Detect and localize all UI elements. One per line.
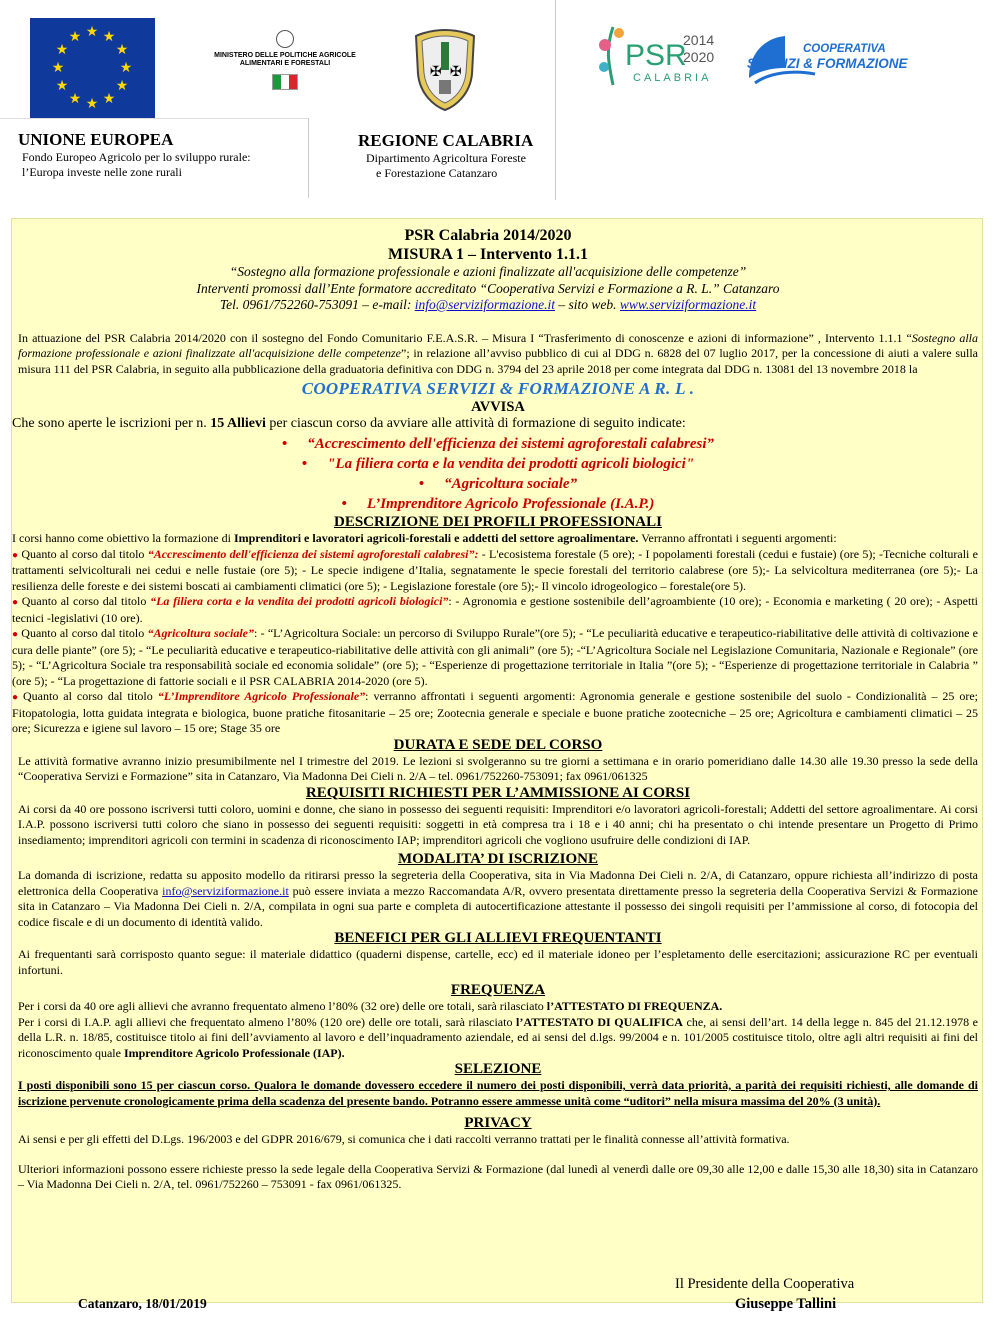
intro-italic: Sostegno alla formazione professionale e azioni finalizzate all'acquisizione delle competenze [18, 330, 978, 360]
notice-content [12, 226, 979, 1193]
profiles-intro-text: I corsi hanno come obiettivo la formazione di [12, 531, 234, 545]
coop-logo-line1: COOPERATIVA [803, 43, 886, 55]
intro-text-end: ”; in relazione all’avviso pubblico di cui al DDG n. 6828 del 07 luglio 2017, per la concessione di aiuti a valere sulla misura 111 del PSR Calabria, in seguito alla pubblicazione della graduatoria definitiva con DDG n. 3794 del 23 aprile 2018 per come integrata dal DDG n. 13081 del 13 novembre 2018 la [18, 346, 979, 376]
attendance-text: Per i corsi da 40 ore agli allievi che avranno frequentato almeno l’80% (32 ore) delle ore totali, sarà rilasciato [18, 999, 547, 1013]
president-name: Giuseppe Tallini [735, 1296, 837, 1312]
republic-emblem-icon [276, 30, 294, 48]
svg-text:★: ★ [85, 24, 99, 40]
eu-title: UNIONE EUROPEA [18, 130, 174, 149]
svg-text:★: ★ [55, 78, 69, 94]
ministry-logo [205, 30, 365, 90]
cooperative-name: COOPERATIVA SERVIZI & FORMAZIONE A R. L . [301, 379, 695, 398]
program-title: PSR Calabria 2014/2020 [404, 227, 572, 244]
enrollment-lead [12, 415, 978, 432]
benefits-heading: BENEFICI PER GLI ALLIEVI FREQUENTANTI [334, 930, 662, 946]
enrollment-email-link[interactable]: info@serviziformazione.it [162, 883, 289, 898]
requirements-heading: REQUISITI RICHIESTI PER L’AMMISSIONE AI CORSI [305, 784, 691, 801]
course-item [18, 454, 978, 474]
promoter-line: Interventi promossi dall’Ente formatore accreditato “Cooperativa Servizi e Formazione a R. L.” Catanzaro [196, 280, 780, 296]
ministry-name-line2: ALIMENTARI E FORESTALI [239, 60, 331, 67]
bullet-icon: • [281, 436, 288, 452]
privacy-text: Ai sensi e per gli effetti del D.Lgs. 196/2003 e del GDPR 2016/679, si comunica che i dati raccolti verranno trattati per le finalità connesse all’attività formativa. [18, 1132, 790, 1146]
intro-text: In attuazione del PSR Calabria 2014/2020 con il sostegno del Fondo Comunitario F.E.A.S.R. – Misura I “Trasferimento di conoscenze e azioni di informazione” , Intervento 1.1.1 “ [18, 330, 912, 345]
bullet-icon: ● [12, 629, 19, 640]
divider [308, 118, 309, 198]
lead-text: Che sono aperte le iscrizioni per n. [12, 416, 211, 431]
qualification-detail: che, ai sensi dell’art. 14 della legge n. 845 del 21.12.1978 e della L.R. n. 18/85, costituisce titolo ai fini dell’avviamento al lavoro e dell’inquadramento aziendale, ed ai sensi del d.lgs. 99/2004 e n. 101/2005 costituisce titolo, oltre agli altri requisiti ai fini del riconoscimento quale [18, 1014, 978, 1060]
president-title: Il Presidente della Cooperativa [675, 1276, 855, 1292]
course-title: “Agricoltura sociale” [444, 476, 578, 492]
course-list [18, 434, 978, 514]
svg-text:★: ★ [51, 60, 65, 76]
measure-subtitle: “Sostegno alla formazione professionale e azioni finalizzate all'acquisizione delle competenze” [229, 264, 747, 279]
profile-course-title: “L’Imprenditore Agricolo Professionale” [157, 689, 366, 703]
attendance-heading: FREQUENZA [450, 982, 546, 998]
profile-item [12, 594, 978, 626]
cooperativa-logo [745, 28, 945, 93]
svg-text:★: ★ [55, 42, 69, 58]
region-line1: Dipartimento Agricoltura Foreste [366, 151, 526, 165]
region-line2: e Forestazione Catanzaro [376, 166, 498, 180]
course-item [18, 474, 978, 494]
attendance-text-1 [18, 999, 978, 1015]
profile-course-title: “La filiera corta e la vendita dei prodotti agricoli biologici” [150, 594, 449, 608]
bullet-icon: • [418, 476, 425, 492]
bullet-icon: ● [12, 597, 19, 608]
profiles-heading: DESCRIZIONE DEI PROFILI PROFESSIONALI [334, 514, 662, 530]
course-title: “Accrescimento dell'efficienza dei sistemi agroforestali calabresi” [307, 436, 715, 452]
bullet-icon: • [341, 496, 347, 512]
profile-text: : - “L’Agricoltura Sociale: un percorso di Sviluppo Rurale”(ore 5); - “Le peculiarità educative e terapeutico-riabilitative delle attività di coltivazione e cura delle piante” (ore 5); - “Le peculiarità educative e terapeutico-riabilitative delle attività con gli animali” (ore 5); -“L’Agricoltura Sociale nel Legislazione Comunitaria, Nazionale e Regionale” (ore 5); - “L’Agricoltura Sociale tra responsabilità sociale ed economia solidale” (ore 5); - “Esperienze di progettazione territoriale in Italia ”(ore 5); - “Esperienze di progettazione territoriale in Calabria ” (ore 5); - “La progettazione di fattorie sociali e il PSR CALABRIA 2014-2020 (ore 5). [12, 626, 978, 688]
profile-item [12, 547, 978, 595]
selection-heading: SELEZIONE [454, 1061, 542, 1077]
email-link[interactable]: info@serviziformazione.it [414, 297, 555, 312]
profile-text: : - Agronomia e gestione sostenibile dell’agroambiente (10 ore); - Economia e marketing ( 20 ore); - Aspetti tecnici -legislativi (10 ore). [12, 594, 978, 625]
region-title: REGIONE CALABRIA [358, 131, 534, 150]
intro-paragraph [18, 331, 978, 378]
psr-year-bottom: 2020 [683, 49, 715, 65]
svg-text:★: ★ [115, 42, 129, 58]
svg-text:★: ★ [68, 91, 82, 107]
profile-prefix: Quanto al corso dal titolo [21, 594, 151, 608]
ministry-name-line1: MINISTERO DELLE POLITICHE AGRICOLE [214, 52, 356, 59]
privacy-heading: PRIVACY [464, 1115, 532, 1131]
iap-title: Imprenditore Agricolo Professionale (IAP). [123, 1045, 345, 1060]
bullet-icon: ● [12, 549, 19, 561]
enrollment-text-start: La domanda di iscrizione, redatta su apposito modello da ritirarsi presso la segreteria della Cooperativa, sita in Via Madonna Dei Cieli n. 2/A, di Catanzaro, oppure richiesta all’indirizzo di posta elettronica della Cooperativa [18, 868, 978, 898]
enrollment-heading: MODALITA’ DI ISCRIZIONE [397, 851, 599, 867]
calabria-coat-of-arms-icon [412, 28, 478, 112]
profiles-intro [12, 531, 978, 547]
eu-flag-icon [30, 18, 155, 118]
profile-prefix: Quanto al corso dal titolo [23, 689, 158, 703]
attendance-certificate: l’ATTESTATO DI FREQUENZA. [546, 999, 723, 1013]
requirements-text: Ai corsi da 40 ore possono iscriversi tutti coloro, uomini e donne, che siano in possesso dei seguenti requisiti: Imprenditori e/o lavoratori agricoli-forestali; Addetti del settore agroalimentare. Ai corsi I.A.P. possono iscriversi tutti coloro che siano in possesso dei seguenti requisiti: soggetti in età compresa tra i 18 e i 40 anni; chi ha presentato o chi intende presentare un Progetto di Primo insediamento; imprenditori agricoli con termini in scadenza di riconoscimento IAP; imprenditori agricoli che vogliono usufruire delle condizioni di IAP. [18, 801, 978, 847]
profiles-intro-end: Verranno affrontati i seguenti argomenti: [638, 531, 837, 545]
course-item [18, 434, 978, 454]
svg-text:✠: ✠ [450, 64, 462, 80]
eu-line2: l’Europa investe nelle zone rurali [22, 165, 182, 179]
course-title: L’Imprenditore Agricolo Professionale (I.A.P.) [366, 496, 655, 512]
selection-text: I posti disponibili sono 15 per ciascun corso. Qualora le domande dovessero eccedere il numero dei posti disponibili, verrà data priorità, a parità dei requisiti richiesti, alle domande di iscrizione pervenute cronologicamente prima della scadenza del presente bando. Potranno essere ammesse unità come “uditori” nella misura massima del 20% (3 unità). [18, 1078, 978, 1108]
duration-text: Le attività formative avranno inizio presumibilmente nel I trimestre del 2019. Le lezioni si svolgeranno su tre giorni a settimana e in orario pomeridiano dalle 14.30 alle 19.30 presso la sede della “Cooperativa Servizi e Formazione” sita in Catanzaro, Via Madonna Dei Cieli n. 2/A – tel. 0961/752260-753091; fax 0961/061325 [18, 753, 978, 783]
website-link[interactable]: www.serviziformazione.it [619, 297, 757, 312]
svg-text:★: ★ [85, 96, 99, 112]
bullet-icon: • [301, 456, 308, 472]
benefits-text: Ai frequentanti sarà corrisposto quanto segue: il materiale didattico (quaderni dispense, cartelle, ecc) ed il materiale idoneo per l’espletamento delle esercitazioni; assicurazione RC per eventuali infortuni. [18, 947, 978, 977]
svg-text:★: ★ [102, 29, 116, 45]
attendance-text-2 [18, 1015, 978, 1062]
eu-caption [18, 130, 308, 180]
enrollment-text [18, 868, 978, 930]
eu-line1: Fondo Europeo Agricolo per lo sviluppo rurale: [22, 150, 251, 164]
psr-big-text: PSR [625, 39, 687, 72]
svg-text:★: ★ [102, 91, 116, 107]
contact-line [18, 297, 958, 314]
profile-text: - L'ecosistema forestale (5 ore); - I popolamenti forestali (cedui e fustaie) (ore 5); -Tecniche colturali e trattamenti selvicolturali nei cedui e nelle fustaie (ore 5); - Le specie indigene d’Italia, segnatamente le specie forestali del territorio calabrese (ore 5);- La selvicoltura mediterranea (ore 5);- La resilienza delle foreste e dei sistemi boscati ai cambiamenti climatici (ore 5); - Legislazione forestale (ore 5);- Il vincolo idrogeologico – forestale(ore 5). [12, 546, 978, 593]
course-title: "La filiera corta e la vendita dei prodotti agricoli biologici" [327, 456, 695, 472]
qualification-certificate: l’ATTESTATO DI QUALIFICA [516, 1014, 683, 1029]
profiles-intro-bold: Imprenditori e lavoratori agricoli-forestali e addetti del settore agroalimentare. [233, 531, 639, 545]
measure-title: MISURA 1 – Intervento 1.1.1 [388, 246, 588, 263]
lead-text-end: per ciascun corso da avviare alle attività di formazione di seguito indicate: [265, 416, 686, 431]
duration-heading: DURATA E SEDE DEL CORSO [393, 736, 603, 753]
website-label: – sito web. [555, 297, 620, 312]
psr-region-text: CALABRIA [633, 72, 712, 84]
svg-text:✠: ✠ [430, 64, 442, 80]
profile-text: : verranno affrontati i seguenti argomenti: Agronomia generale e gestione sostenibile del suolo - Condizionalità – 25 ore; Fitopatologia, lotta guidata integrata e biologica, buone pratiche fitosanitarie – 25 ore; Zootecnia generale e speciale e buone pratiche zootecniche – 25 ore; Agricoltura e cambiamenti climatici – 25 ore; Sicurezza e igiene sul lavoro – 15 ore; Stage 35 ore [12, 689, 978, 735]
divider [0, 118, 308, 119]
svg-text:★: ★ [68, 29, 82, 45]
profile-item [12, 626, 978, 689]
profile-course-title: “Agricoltura sociale” [147, 626, 255, 640]
psr-calabria-logo [595, 15, 720, 95]
profile-item [12, 689, 978, 737]
qualification-text: Per i corsi di I.A.P. agli allievi che frequentato almeno l’80% (120 ore) delle ore totali, sarà rilasciato [18, 1014, 517, 1029]
place-date: Catanzaro, 18/01/2019 [78, 1296, 207, 1311]
profile-prefix: Quanto al corso dal titolo [21, 546, 148, 561]
enrollment-text-end: può essere inviata a mezzo Raccomandata A/R, ovvero presentata direttamente presso la segreteria della Cooperativa Servizi & Formazione sita in Catanzaro – Via Madonna Dei Cieli n. 2/A, compilata in ogni sua parte e completa di autocertificazione attestante il possesso dei singoli requisiti per l’ammissione al corso, di fotocopia del codice fiscale e di un documento di identità valido. [18, 883, 978, 929]
contact-phone: Tel. 0961/752260-753091 – e-mail: [219, 297, 415, 312]
lead-bold: 15 Allievi [210, 416, 266, 431]
profile-course-title: “Accrescimento dell'efficienza dei sistemi agroforestali calabresi”: [147, 546, 479, 561]
info-text: Ulteriori informazioni possono essere richieste presso la sede legale della Cooperativa Servizi & Formazione (dal lunedì al venerdì dalle ore 09,30 alle 12,00 e dalle 15,30 alle 18,30) sita in Catanzaro – Via Madonna Dei Cieli n. 2/A, tel. 0961/752260 – 753091 - fax 0961/061325. [18, 1161, 978, 1191]
coop-logo-line2: SERVIZI & FORMAZIONE [747, 56, 908, 71]
profile-prefix: Quanto al corso dal titolo [21, 626, 148, 640]
avvisa-heading: AVVISA [471, 399, 525, 415]
psr-year-top: 2014 [683, 32, 715, 48]
italian-flag-icon [272, 74, 298, 90]
svg-text:★: ★ [119, 60, 133, 76]
header-logos [0, 0, 1000, 215]
region-caption [358, 131, 578, 181]
svg-text:★: ★ [115, 78, 129, 94]
bullet-icon: ● [12, 692, 20, 703]
course-item [18, 494, 978, 514]
